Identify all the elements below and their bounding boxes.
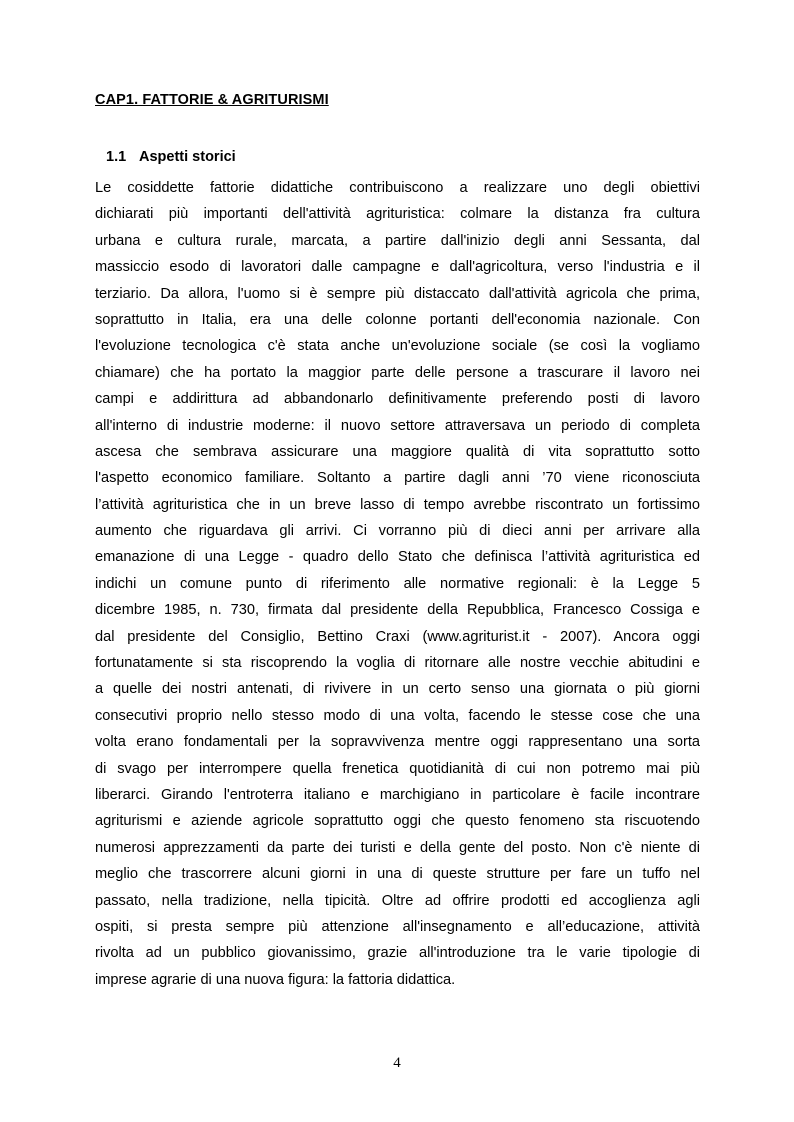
paragraph-line: massiccio esodo di lavoratori dalle campagne e dall'agricoltura, verso l'industria e il <box>95 259 700 276</box>
paragraph-line: l’attività agrituristica che in un breve lasso di tempo avrebbe riscontrato un fortissimo <box>95 496 700 513</box>
chapter-title: CAP1. FATTORIE & AGRITURISMI <box>95 92 329 108</box>
paragraph-line: di svago per interrompere quella frenetica quotidianità di cui non potremo mai più <box>95 760 700 777</box>
paragraph-line: terziario. Da allora, l'uomo si è sempre più distaccato dall'attività agricola che prima, <box>95 285 700 302</box>
paragraph-line: ospiti, si presta sempre più attenzione all'insegnamento e all’educazione, attività <box>95 918 700 935</box>
paragraph-line: numerosi apprezzamenti da parte dei turisti e della gente del posto. Non c'è niente di <box>95 839 700 856</box>
paragraph-line: l'evoluzione tecnologica c'è stata anche un'evoluzione sociale (se così la vogliamo <box>95 338 700 355</box>
paragraph-line: emanazione di una Legge - quadro dello Stato che definisca l’attività agrituristica ed <box>95 549 700 566</box>
section-title: Aspetti storici <box>139 149 236 165</box>
paragraph-line: volta erano fondamentali per la sopravvivenza mentre oggi rappresentano una sorta <box>95 734 700 751</box>
paragraph-line: liberarci. Girando l'entroterra italiano e marchigiano in particolare è facile incontrare <box>95 786 700 803</box>
paragraph-line: soprattutto in Italia, era una delle colonne portanti dell'economia nazionale. Con <box>95 311 700 328</box>
paragraph-line: dichiarati più importanti dell'attività agrituristica: colmare la distanza fra cultura <box>95 206 700 223</box>
paragraph-line: imprese agrarie di una nuova figura: la fattoria didattica. <box>95 971 456 988</box>
paragraph-line: urbana e cultura rurale, marcata, a partire dall'inizio degli anni Sessanta, dal <box>95 232 700 249</box>
paragraph-line: fortunatamente si sta riscoprendo la voglia di ritornare alle nostre vecchie abitudini e <box>95 655 700 672</box>
paragraph-line: indichi un comune punto di riferimento alle normative regionali: è la Legge 5 <box>95 575 700 592</box>
paragraph-line: agriturismi e aziende agricole soprattutto oggi che questo fenomeno sta riscuotendo <box>95 813 700 830</box>
body-paragraph <box>95 175 700 993</box>
paragraph-line: l'aspetto economico familiare. Soltanto a partire dagli anni ’70 viene riconosciuta <box>95 470 700 487</box>
paragraph-line: meglio che trascorrere alcuni giorni in una di queste strutture per fare un tuffo nel <box>95 866 700 883</box>
paragraph-line: ascesa che sembrava assicurare una maggiore qualità di vita soprattutto sotto <box>95 443 700 460</box>
paragraph-line: aumento che riguardava gli arrivi. Ci vorranno più di dieci anni per arrivare alla <box>95 523 700 540</box>
section-heading <box>106 149 236 165</box>
paragraph-line: rivolta ad un pubblico giovanissimo, grazie all'introduzione tra le varie tipologie di <box>95 945 700 962</box>
paragraph-line: a quelle dei nostri antenati, di rivivere in un certo senso una giornata o più giorni <box>95 681 700 698</box>
page-number: 4 <box>393 1055 401 1071</box>
paragraph-line: campi e addirittura ad abbandonarlo definitivamente preferendo posti di lavoro <box>95 391 700 408</box>
paragraph-line: passato, nella tradizione, nella tipicità. Oltre ad offrire prodotti ed accoglienza agli <box>95 892 700 909</box>
paragraph-line: dal presidente del Consiglio, Bettino Craxi (www.agriturist.it - 2007). Ancora oggi <box>95 628 700 645</box>
paragraph-line: all'interno di industrie moderne: il nuovo settore attraversava un periodo di completa <box>95 417 700 434</box>
paragraph-line: Le cosiddette fattorie didattiche contribuiscono a realizzare uno degli obiettivi <box>95 180 700 196</box>
section-number: 1.1 <box>106 149 127 165</box>
paragraph-line: consecutivi proprio nello stesso modo di una volta, facendo le stesse cose che una <box>95 707 700 724</box>
paragraph-line: chiamare) che ha portato la maggior parte delle persone a trascurare il lavoro nei <box>95 364 700 381</box>
paragraph-line: dicembre 1985, n. 730, firmata dal presidente della Repubblica, Francesco Cossiga e <box>95 602 700 619</box>
